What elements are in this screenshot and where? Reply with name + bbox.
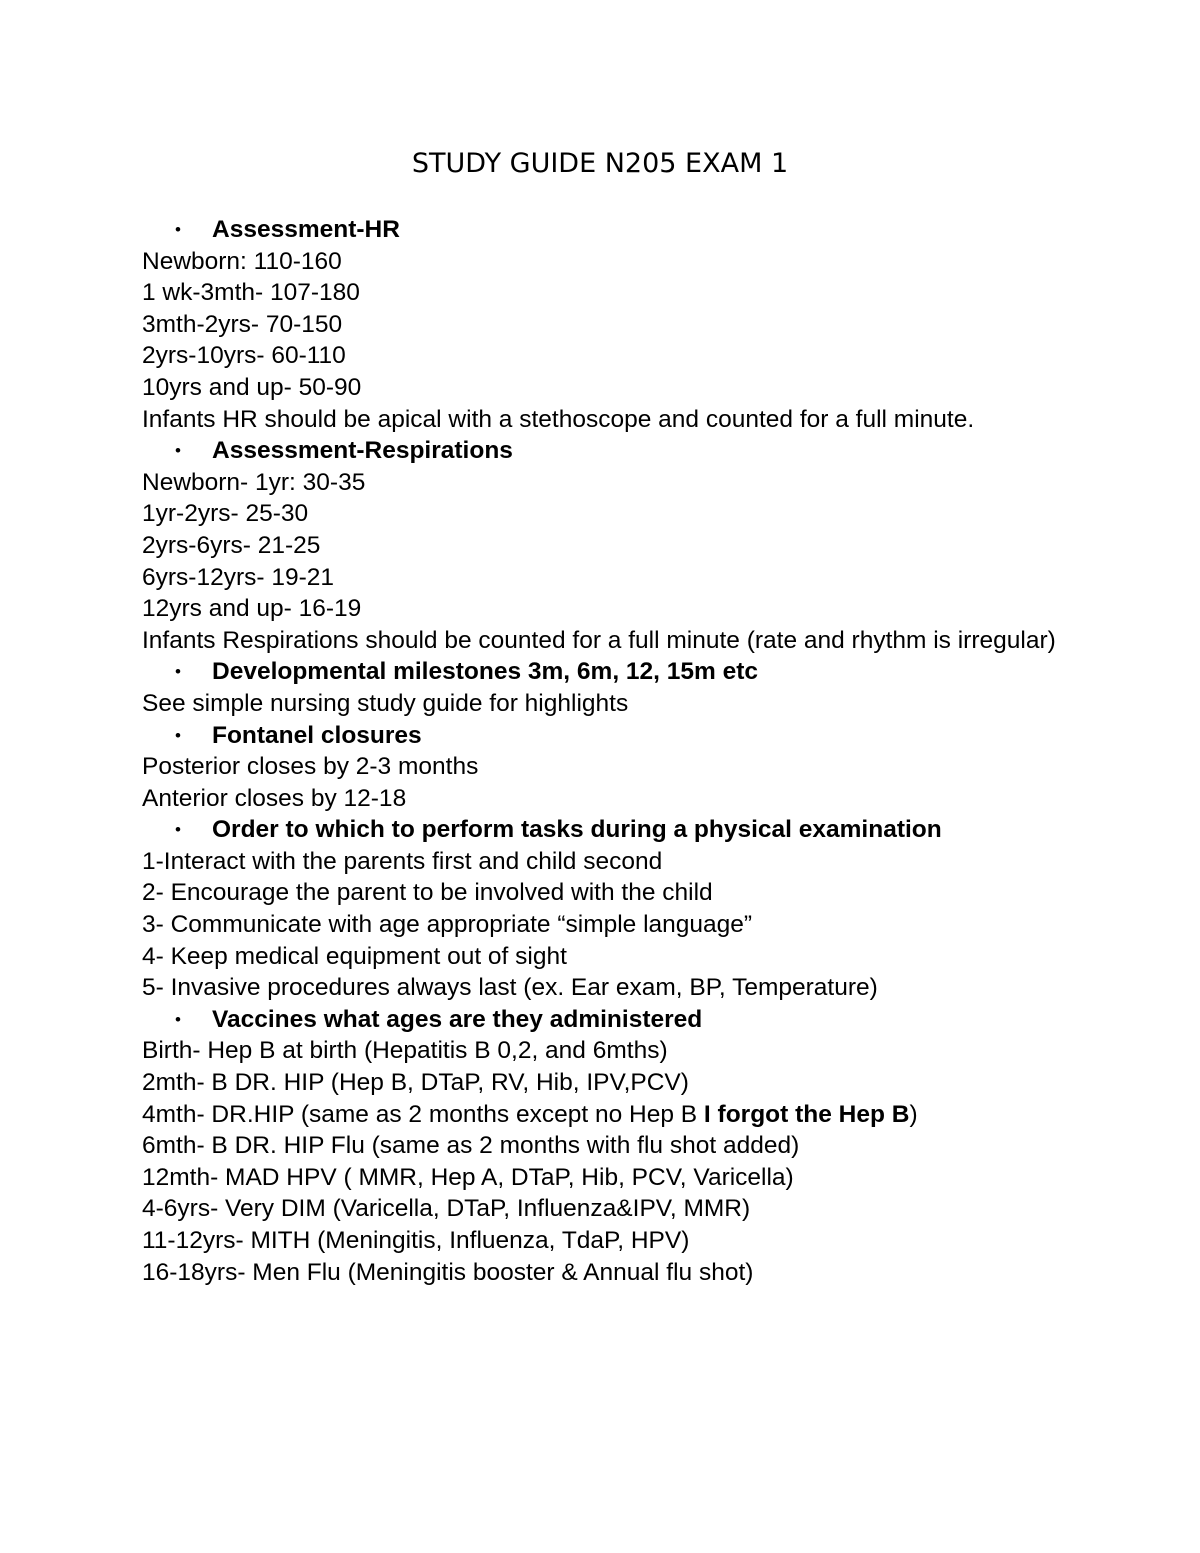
respirations-line: 6yrs-12yrs- 19-21: [142, 563, 334, 591]
respirations-line: 2yrs-6yrs- 21-25: [142, 531, 321, 559]
vaccine-line: 4-6yrs- Very DIM (Varicella, DTaP, Influenza&IPV, MMR): [142, 1195, 751, 1223]
vaccine-line: 2mth- B DR. HIP (Hep B, DTaP, RV, Hib, IPV,PCV): [142, 1069, 689, 1097]
hr-line: Newborn: 110-160: [142, 247, 342, 275]
section-heading-physical-exam-order: • Order to which to perform tasks during a physical examination: [142, 814, 1072, 846]
exam-step-line: 1-Interact with the parents first and child second: [142, 847, 663, 875]
bullet-icon: •: [175, 725, 181, 745]
vaccine-line-4mth: 4mth- DR.HIP (same as 2 months except no Hep B I forgot the Hep B): [142, 1100, 918, 1128]
exam-step-line: 2- Encourage the parent to be involved with the child: [142, 879, 713, 907]
section-heading-vaccines: • Vaccines what ages are they administered: [142, 1004, 1072, 1036]
section-heading-assessment-hr: • Assessment-HR: [142, 214, 1072, 246]
hr-line: 10yrs and up- 50-90: [142, 373, 362, 401]
vaccine-line: 12mth- MAD HPV ( MMR, Hep A, DTaP, Hib, PCV, Varicella): [142, 1163, 794, 1191]
vaccine-line: 6mth- B DR. HIP Flu (same as 2 months with flu shot added): [142, 1132, 800, 1160]
hr-line: 3mth-2yrs- 70-150: [142, 310, 343, 338]
section-heading-assessment-respirations: • Assessment-Respirations: [142, 435, 1072, 467]
vaccine-emphasis: I forgot the Hep B: [703, 1100, 910, 1128]
bullet-icon: •: [175, 1009, 181, 1029]
respirations-note: Infants Respirations should be counted for a full minute (rate and rhythm is irregular): [142, 626, 1056, 654]
vaccine-line: 11-12yrs- MITH (Meningitis, Influenza, TdaP, HPV): [142, 1227, 690, 1254]
exam-step-line: 5- Invasive procedures always last (ex. Ear exam, BP, Temperature): [142, 974, 878, 1002]
milestones-line: See simple nursing study guide for highlights: [142, 689, 629, 717]
exam-step-line: 4- Keep medical equipment out of sight: [142, 942, 567, 970]
bullet-icon: •: [175, 820, 181, 840]
vaccine-line: Birth- Hep B at birth (Hepatitis B 0,2, and 6mths): [142, 1037, 668, 1065]
hr-line: 1 wk-3mth- 107-180: [142, 279, 360, 307]
fontanel-line: Posterior closes by 2-3 months: [142, 753, 479, 781]
exam-step-line: 3- Communicate with age appropriate “simple language”: [142, 911, 753, 939]
vaccine-line: 16-18yrs- Men Flu (Meningitis booster & Annual flu shot): [142, 1258, 754, 1286]
section-heading-developmental-milestones: • Developmental milestones 3m, 6m, 12, 15m etc: [142, 656, 1072, 688]
bullet-icon: •: [175, 441, 181, 461]
hr-line: 2yrs-10yrs- 60-110: [142, 342, 346, 370]
respirations-line: 12yrs and up- 16-19: [142, 595, 362, 623]
fontanel-line: Anterior closes by 12-18: [142, 784, 407, 812]
document-title: STUDY GUIDE N205 EXAM 1: [411, 148, 789, 179]
respirations-line: Newborn- 1yr: 30-35: [142, 468, 366, 496]
section-heading-fontanel-closures: • Fontanel closures: [142, 720, 1072, 752]
bullet-icon: •: [175, 662, 181, 682]
document-body: [142, 214, 1072, 1288]
hr-note: Infants HR should be apical with a stethoscope and counted for a full minute.: [142, 405, 975, 433]
respirations-line: 1yr-2yrs- 25-30: [142, 500, 309, 528]
bullet-icon: •: [175, 220, 181, 239]
